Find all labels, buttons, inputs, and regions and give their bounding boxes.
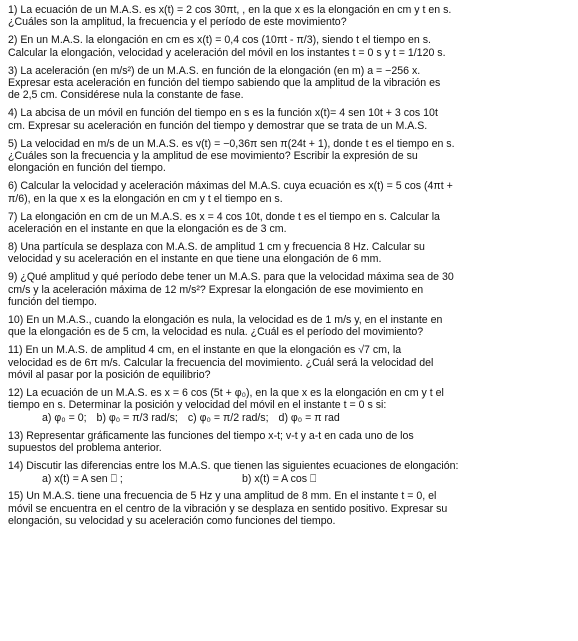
problem-line: aceleración en el instante en que la elongación es de 3 cm. — [8, 223, 287, 236]
problem-line: 5) La velocidad en m/s de un M.A.S. es v(t) = −0,36π sen π(24t + 1), donde t es el tiempo en s. — [8, 137, 455, 150]
problem-line: Calcular la elongación, velocidad y aceleración del móvil en los instantes t = 0 s y t = 1/120 s. — [8, 46, 446, 59]
option-b: b) x(t) = A cos ⎕ — [242, 472, 317, 485]
problem-line: 12) La ecuación de un M.A.S. es x = 6 cos (5t + φ₀), en la que x es la elongación en cm y t el — [8, 387, 444, 400]
problem-line: π/6), en la que x es la elongación en cm y t el tiempo en s. — [8, 192, 283, 205]
problem-line: 6) Calcular la velocidad y aceleración máximas del M.A.S. cuya ecuación es x(t) = 5 cos (4πt + — [8, 180, 453, 193]
problem-10 — [8, 314, 566, 339]
problem-line: 11) En un M.A.S. de amplitud 4 cm, en el instante en que la elongación es √7 cm, la — [8, 344, 402, 357]
problem-options — [8, 473, 566, 485]
problem-5 — [8, 138, 566, 175]
option-a: a) x(t) = A sen ⎕ ; — [42, 472, 123, 485]
problem-line: cm. Expresar su aceleración en función del tiempo y demostrar que se trata de un M.A.S. — [8, 119, 428, 132]
problem-line: 3) La aceleración (en m/s²) de un M.A.S. en función de la elongación (en m) a = −256 x. — [8, 64, 421, 77]
problem-line: Expresar esta aceleración en función del tiempo sabiendo que la amplitud de la vibración es — [8, 77, 441, 90]
problem-line: móvil al pasar por la posición de equilibrio? — [8, 369, 211, 382]
problem-line: 10) En un M.A.S., cuando la elongación es nula, la velocidad es de 1 m/s y, en el instante en — [8, 314, 443, 327]
problem-9 — [8, 271, 566, 308]
problem-line: 14) Discutir las diferencias entre los M.A.S. que tienen las siguientes ecuaciones de elongación: — [8, 460, 459, 473]
problem-3 — [8, 65, 566, 102]
problem-1 — [8, 4, 566, 29]
problem-13 — [8, 430, 566, 455]
problem-14 — [8, 460, 566, 485]
problem-line: velocidad y su aceleración en el instante en que tiene una elongación de 6 mm. — [8, 253, 382, 266]
problem-line: elongación, su velocidad y su aceleración como funciones del tiempo. — [8, 515, 336, 528]
problem-line: 2) En un M.A.S. la elongación en cm es x(t) = 0,4 cos (10πt - π/3), siendo t el tiempo en s. — [8, 34, 431, 47]
problem-line: tiempo en s. Determinar la posición y velocidad del móvil en el instante t = 0 s si: — [8, 399, 387, 412]
problem-line: que la elongación es de 5 cm, la velocidad es nula. ¿Cuál es el período del movimiento? — [8, 326, 424, 339]
problem-11 — [8, 344, 566, 381]
problem-line: móvil se encuentra en el centro de la vibración y se desplaza en sentido positivo. Expresar su — [8, 502, 448, 515]
problem-4 — [8, 107, 566, 132]
problem-line: elongación en función del tiempo. — [8, 162, 166, 175]
problem-options — [8, 412, 566, 424]
problem-line: cm/s y la aceleración máxima de 12 m/s²? Expresar la elongación de ese movimiento en — [8, 283, 424, 296]
problem-line: 7) La elongación en cm de un M.A.S. es x = 4 cos 10t, donde t es el tiempo en s. Calcular la — [8, 210, 440, 223]
option-a: a) φ₀ = 0; — [42, 411, 87, 424]
problem-line: ¿Cuáles son la frecuencia y la amplitud de ese movimiento? Escribir la expresión de su — [8, 150, 418, 163]
problem-7 — [8, 211, 566, 236]
problem-line: 15) Un M.A.S. tiene una frecuencia de 5 Hz y una amplitud de 8 mm. En el instante t = 0, el — [8, 490, 437, 503]
problem-15 — [8, 490, 566, 527]
option-b: b) φ₀ = π/3 rad/s; — [96, 411, 178, 424]
problem-line: ¿Cuáles son la amplitud, la frecuencia y el período de este movimiento? — [8, 16, 347, 29]
problem-2 — [8, 34, 566, 59]
problem-sheet — [8, 4, 566, 533]
problem-12 — [8, 387, 566, 424]
problem-line: 13) Representar gráficamente las funciones del tiempo x-t; v-t y a-t en cada uno de los — [8, 429, 414, 442]
problem-8 — [8, 241, 566, 266]
problem-line: velocidad es de 6π m/s. Calcular la frecuencia del movimiento. ¿Cuál será la velocidad del — [8, 356, 434, 369]
problem-line: 4) La abcisa de un móvil en función del tiempo en s es la función x(t)= 4 sen 10t + 3 cos 10t — [8, 107, 438, 120]
option-c: c) φ₀ = π/2 rad/s; — [187, 411, 269, 424]
problem-line: de 2,5 cm. Considérese nula la constante de fase. — [8, 89, 244, 102]
option-d: d) φ₀ = π rad — [278, 411, 340, 424]
problem-line: 1) La ecuación de un M.A.S. es x(t) = 2 cos 30πt, , en la que x es la elongación en cm y t en s. — [8, 4, 452, 16]
problem-line: supuestos del problema anterior. — [8, 442, 162, 455]
problem-line: 9) ¿Qué amplitud y qué período debe tener un M.A.S. para que la velocidad máxima sea de 30 — [8, 271, 454, 284]
problem-line: función del tiempo. — [8, 296, 97, 309]
problem-6 — [8, 180, 566, 205]
problem-line: 8) Una partícula se desplaza con M.A.S. de amplitud 1 cm y frecuencia 8 Hz. Calcular su — [8, 241, 425, 253]
